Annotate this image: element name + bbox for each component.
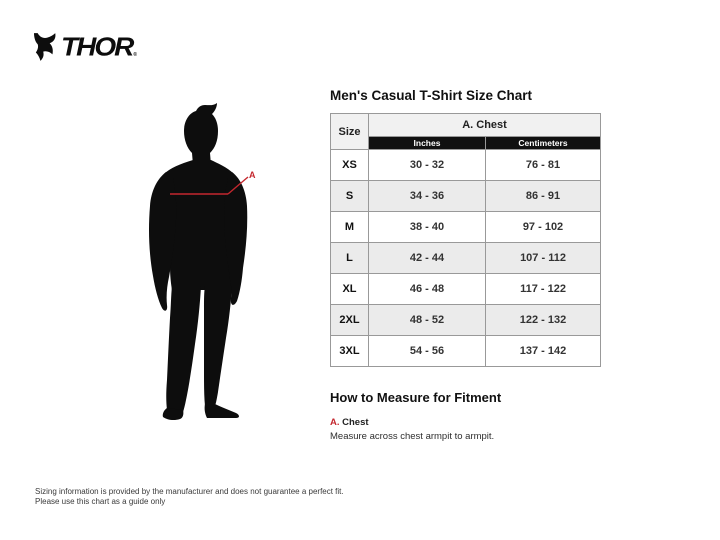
inches-value: 38 - 40 <box>369 212 486 243</box>
how-to-measure-heading: How to Measure for Fitment <box>330 390 502 405</box>
centimeters-unit-header: Centimeters <box>486 137 601 150</box>
measure-item-label <box>330 417 610 428</box>
male-silhouette <box>149 103 247 420</box>
chest-column-header: A. Chest <box>369 114 601 137</box>
centimeters-value: 122 - 132 <box>486 305 601 336</box>
size-label: XL <box>331 274 369 305</box>
measure-item-chest <box>330 417 610 442</box>
inches-value: 54 - 56 <box>369 336 486 367</box>
sizing-disclaimer <box>35 487 344 506</box>
size-label: S <box>331 181 369 212</box>
thor-helmet-icon <box>34 32 58 62</box>
centimeters-value: 107 - 112 <box>486 243 601 274</box>
how-to-measure-section <box>330 390 610 442</box>
table-row-3xl <box>331 336 601 367</box>
size-label: 3XL <box>331 336 369 367</box>
size-label: XS <box>331 150 369 181</box>
centimeters-value: 76 - 81 <box>486 150 601 181</box>
measure-item-key: A. <box>330 417 340 428</box>
centimeters-value: 137 - 142 <box>486 336 601 367</box>
page-title: Men's Casual T-Shirt Size Chart <box>330 88 533 103</box>
disclaimer-line-2: Please use this chart as a guide only <box>35 496 166 506</box>
measure-item-description: Measure across chest armpit to armpit. <box>330 431 495 442</box>
centimeters-value: 117 - 122 <box>486 274 601 305</box>
size-column-header: Size <box>331 114 369 150</box>
centimeters-value: 86 - 91 <box>486 181 601 212</box>
table-row-xs <box>331 150 601 181</box>
size-label: L <box>331 243 369 274</box>
table-row-xl <box>331 274 601 305</box>
table-row-m <box>331 212 601 243</box>
inches-unit-header: Inches <box>369 137 486 150</box>
table-row-2xl <box>331 305 601 336</box>
centimeters-value: 97 - 102 <box>486 212 601 243</box>
inches-value: 30 - 32 <box>369 150 486 181</box>
inches-value: 46 - 48 <box>369 274 486 305</box>
table-row-s <box>331 181 601 212</box>
size-label: M <box>331 212 369 243</box>
brand-name: THOR <box>61 32 133 61</box>
inches-value: 34 - 36 <box>369 181 486 212</box>
chest-annotation-label: A <box>249 170 256 180</box>
inches-value: 48 - 52 <box>369 305 486 336</box>
trademark-symbol: ® <box>133 52 138 58</box>
table-header-row <box>331 114 601 137</box>
size-label: 2XL <box>331 305 369 336</box>
disclaimer-line-1: Sizing information is provided by the manufacturer and does not guarantee a perfect fit. <box>35 487 344 496</box>
table-unit-row <box>331 137 601 150</box>
measure-item-name: Chest <box>342 417 369 428</box>
size-chart-table <box>330 113 601 367</box>
inches-value: 42 - 44 <box>369 243 486 274</box>
table-row-l <box>331 243 601 274</box>
body-silhouette-diagram <box>130 90 320 450</box>
brand-logo <box>34 32 137 62</box>
